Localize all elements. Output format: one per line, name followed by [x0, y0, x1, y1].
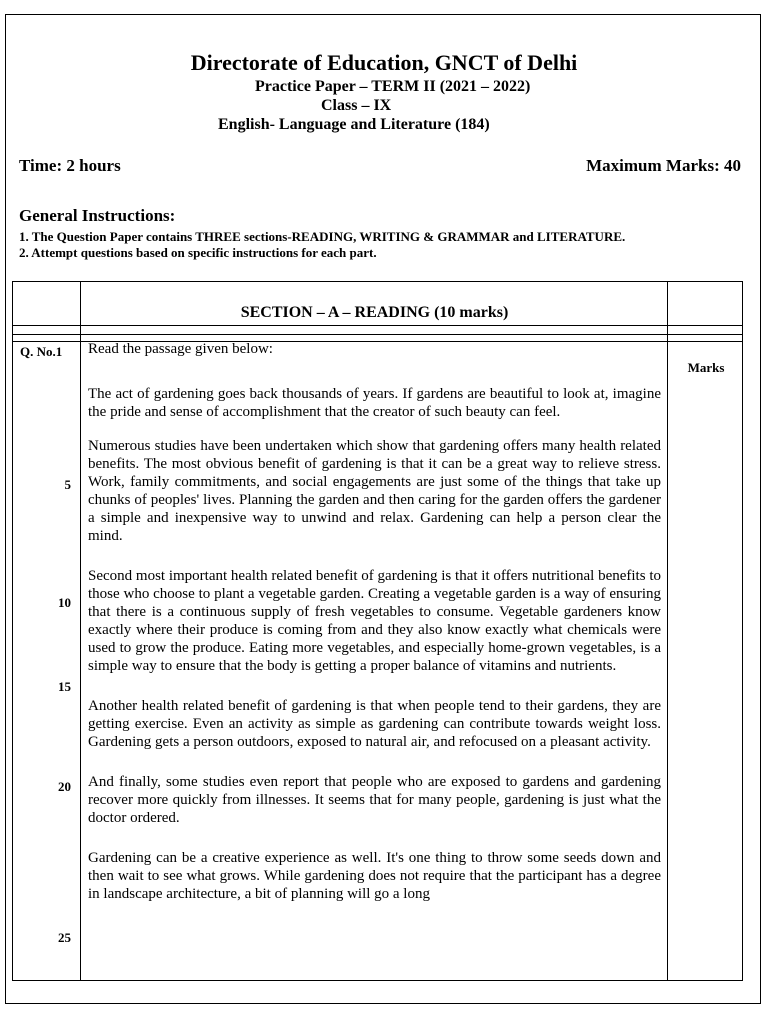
line-number: 20: [58, 779, 71, 794]
column-divider: [80, 282, 81, 980]
passage-paragraph: Another health related benefit of gardening is that when people tend to their gardens, they are getting exercise. Even an activity as simple as gardening can contribute towards weight loss. Gardening gets a person outdoors, exposed to natural air, and refocused on a pleasant activity.: [88, 698, 661, 750]
line-number: 10: [58, 595, 71, 610]
section-title: SECTION – A – READING (10 marks): [240, 304, 509, 321]
passage-paragraph: Numerous studies have been undertaken which show that gardening offers many health related benefits. The most obvious benefit of gardening is that it can be a great way to relieve stress. Work, family commitments, and social engagements are just some of the things that take up chunks of peoples' lives. Planning the garden and then caring for the garden offers the gardener a simple and inexpensive way to unwind and relax. Gardening can help a person clear the mind.: [88, 438, 661, 544]
time-allowed: Time: 2 hours: [19, 156, 121, 175]
instruction-item: 2. Attempt questions based on specific instructions for each part.: [19, 245, 377, 260]
instruction-item: 1. The Question Paper contains THREE sections-READING, WRITING & GRAMMAR and LITERATURE.: [19, 229, 626, 244]
line-number: 15: [58, 679, 71, 694]
marks-column-label: Marks: [687, 360, 725, 375]
row-divider: [13, 325, 742, 326]
page-title: Directorate of Education, GNCT of Delhi: [190, 50, 578, 75]
practice-paper-line: Practice Paper – TERM II (2021 – 2022): [255, 78, 531, 95]
passage-paragraph: Second most important health related benefit of gardening is that it offers nutritional benefits to those who choose to plant a vegetable garden. Creating a vegetable garden is a way of ensuring that there is a continuous supply of fresh vegetables to consume. Vegetable gardeners know exactly where their produce is coming from and they also know exactly what chemicals were used to grow the produce. Eating more vegetables, and especially home-grown vegetables, is a simple way to ensure that the body is getting a proper balance of vitamins and nutrients.: [88, 568, 661, 674]
reading-passage: [88, 340, 661, 919]
column-divider: [667, 282, 668, 980]
line-number: 25: [58, 930, 71, 945]
passage-paragraph: The act of gardening goes back thousands of years. If gardens are beautiful to look at, imagine the pride and sense of accomplishment that the creator of such beauty can feel.: [88, 386, 661, 420]
instructions-heading: General Instructions:: [19, 206, 176, 225]
row-divider: [13, 334, 742, 335]
class-line: Class – IX: [321, 97, 392, 114]
passage-intro: Read the passage given below:: [88, 341, 273, 357]
passage-paragraph: And finally, some studies even report that people who are exposed to gardens and gardening recover more quickly from illnesses. It seems that for many people, gardening is just what the doctor ordered.: [88, 774, 661, 826]
subject-line: English- Language and Literature (184): [218, 116, 490, 133]
maximum-marks: Maximum Marks: 40: [586, 156, 741, 175]
passage-paragraph: Gardening can be a creative experience as well. It's one thing to throw some seeds down and then wait to see what grows. While gardening does not require that the participant has a degree in landscape architecture, a bit of planning will go a long: [88, 850, 661, 902]
question-table: [12, 281, 743, 981]
question-number: Q. No.1: [20, 344, 63, 359]
line-number: 5: [64, 477, 71, 492]
